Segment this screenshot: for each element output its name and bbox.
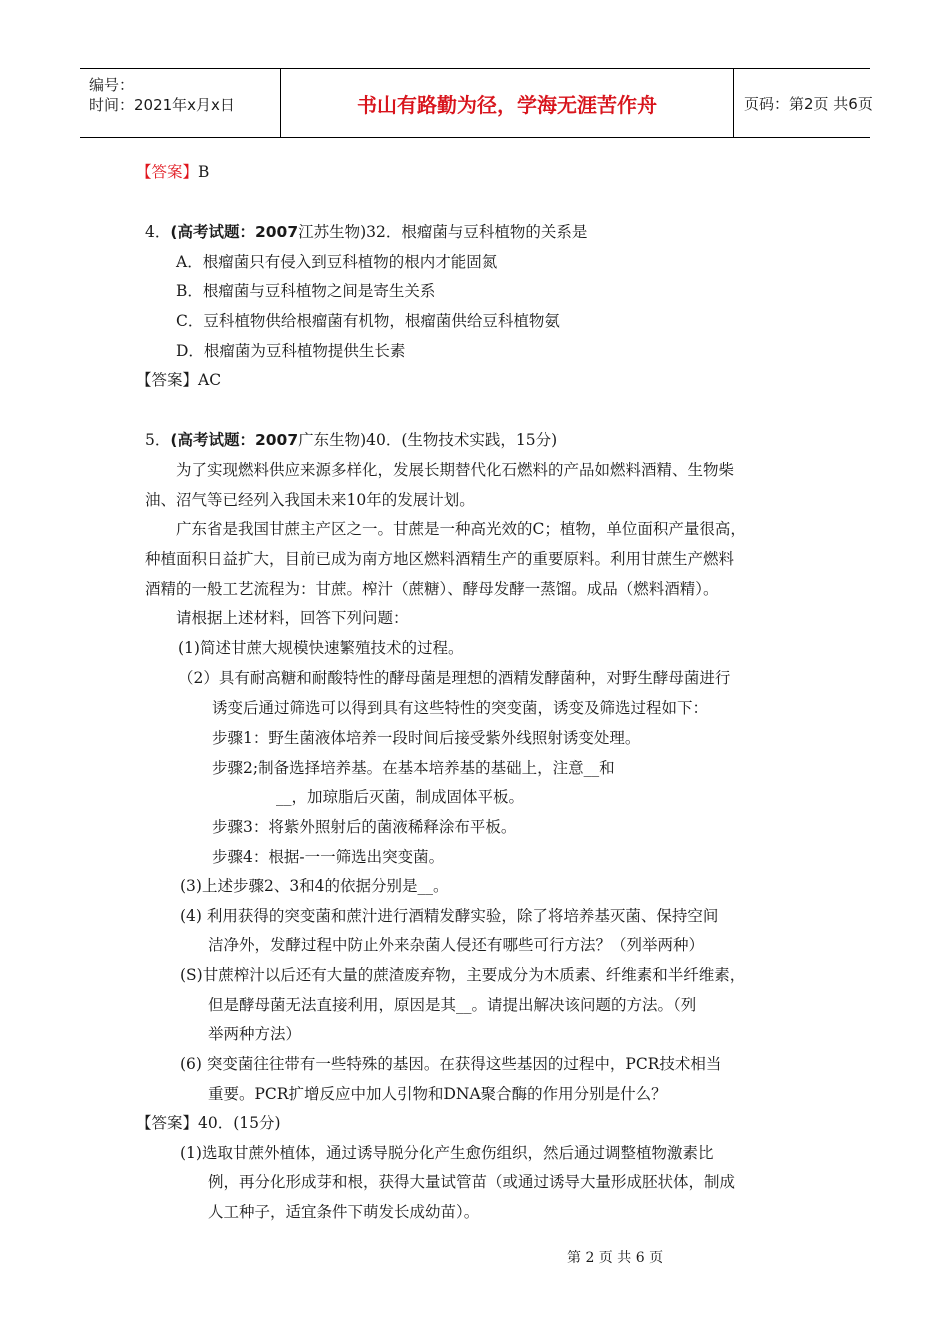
time-label: 时间：2021年x月x日 (89, 96, 235, 114)
question-4-stem (145, 222, 587, 242)
question-number: 5． (145, 431, 171, 449)
sub-question-6: (6) 突变菌往往带有一些特殊的基因。在获得这些基因的过程中，PCR技术相当 (180, 1055, 722, 1073)
step-3: 步骤3：将紫外照射后的菌液稀释涂布平板。 (212, 818, 517, 836)
sub-question-3: (3)上述步骤2、3和4的依据分别是__。 (180, 877, 449, 895)
option-b: B．根瘤菌与豆科植物之间是寄生关系 (176, 282, 436, 300)
motto: 书山有路勤为径，学海无涯苦作舟 (281, 69, 734, 137)
question-text: 广东生物)40．(生物技术实践，15分) (298, 431, 558, 449)
step-4: 步骤4：根据-一一筛选出突变菌。 (212, 848, 445, 866)
page-footer: 第 2 页 共 6 页 (567, 1250, 664, 1266)
step-1: 步骤1：野生菌液体培养一段时间后接受紫外线照射诱变处理。 (212, 729, 641, 747)
question-5-stem (145, 430, 557, 450)
header-meta-cell (80, 69, 281, 137)
passage-line: 为了实现燃料供应来源多样化，发展长期替代化石燃料的产品如燃料酒精、生物柴 (176, 461, 735, 479)
answer-line: 例，再分化形成芽和根，获得大量试管苗（或通过诱导大量形成胚状体，制成 (208, 1173, 736, 1191)
answer-line: 人工种子，适宜条件下萌发长成幼苗）。 (208, 1203, 480, 1221)
sub-question-6-cont: 重要。PCR扩增反应中加人引物和DNA聚合酶的作用分别是什么？ (208, 1085, 667, 1103)
sub-question-4-cont: 洁净外，发酵过程中防止外来杂菌人侵还有哪些可行方法？（列举两种） (208, 936, 705, 954)
sub-question-2-cont: 诱变后通过筛选可以得到具有这些特性的突变菌，诱变及筛选过程如下： (212, 699, 709, 717)
passage-line: 广东省是我国甘蔗主产区之一。甘蔗是一种高光效的C；植物，单位面积产量很高， (176, 520, 746, 538)
sub-question-5-cont: 但是酵母菌无法直接利用，原因是其__。请提出解决该问题的方法。（列 (208, 996, 697, 1014)
question-source: (高考试题：2007 (170, 431, 299, 449)
answer-4: 【答案】AC (136, 371, 222, 389)
answer-3 (136, 162, 209, 182)
option-d: D．根瘤菌为豆科植物提供生长素 (176, 342, 406, 360)
question-source: (高考试题：2007 (170, 223, 299, 241)
sub-question-4: (4) 利用获得的突变菌和蔗汁进行酒精发酵实验，除了将培养基灭菌、保持空间 (180, 907, 719, 925)
passage-line: 请根据上述材料，回答下列问题： (176, 609, 409, 627)
step-2-cont: __，加琼脂后灭菌，制成固体平板。 (276, 788, 525, 806)
answer-line: (1)选取甘蔗外植体，通过诱导脱分化产生愈伤组织，然后通过调整植物激素比 (180, 1144, 714, 1162)
page-label: 页码：第2页 共6页 (744, 94, 873, 113)
passage-line: 种植面积日益扩大，目前已成为南方地区燃料酒精生产的重要原料。利用甘蔗生产燃料 (145, 550, 735, 568)
question-number: 4． (145, 223, 171, 241)
sub-question-2: （2）具有耐高糖和耐酸特性的酵母菌是理想的酒精发酵菌种，对野生酵母菌进行 (178, 669, 731, 687)
step-2: 步骤2;制备选择培养基。在基本培养基的基础上，注意__和 (212, 759, 615, 777)
sub-question-5-cont: 举两种方法） (208, 1025, 302, 1043)
option-c: C．豆科植物供给根瘤菌有机物，根瘤菌供给豆科植物氨 (176, 312, 560, 330)
passage-line: 酒精的一般工艺流程为：甘蔗。榨汁（蔗糖）、酵母发酵一蒸馏。成品（燃料酒精）。 (145, 580, 719, 598)
question-text: 江苏生物)32．根瘤菌与豆科植物的关系是 (298, 223, 588, 241)
document-header (80, 68, 873, 138)
answer-tag: 【答案】 (136, 163, 199, 181)
passage-line: 油、沼气等已经列入我国未来10年的发展计划。 (145, 491, 475, 509)
answer-5: 【答案】40．(15分) (136, 1114, 281, 1132)
option-a: A．根瘤菌只有侵入到豆科植物的根内才能固氮 (176, 253, 498, 271)
number-label: 编号： (89, 76, 135, 94)
answer-value: B (198, 163, 210, 181)
sub-question-1: (1)简述甘蔗大规模快速繁殖技术的过程。 (178, 639, 464, 657)
sub-question-5: (S)甘蔗榨汁以后还有大量的蔗渣废弃物，主要成分为木质素、纤维素和半纤维素， (180, 966, 746, 984)
